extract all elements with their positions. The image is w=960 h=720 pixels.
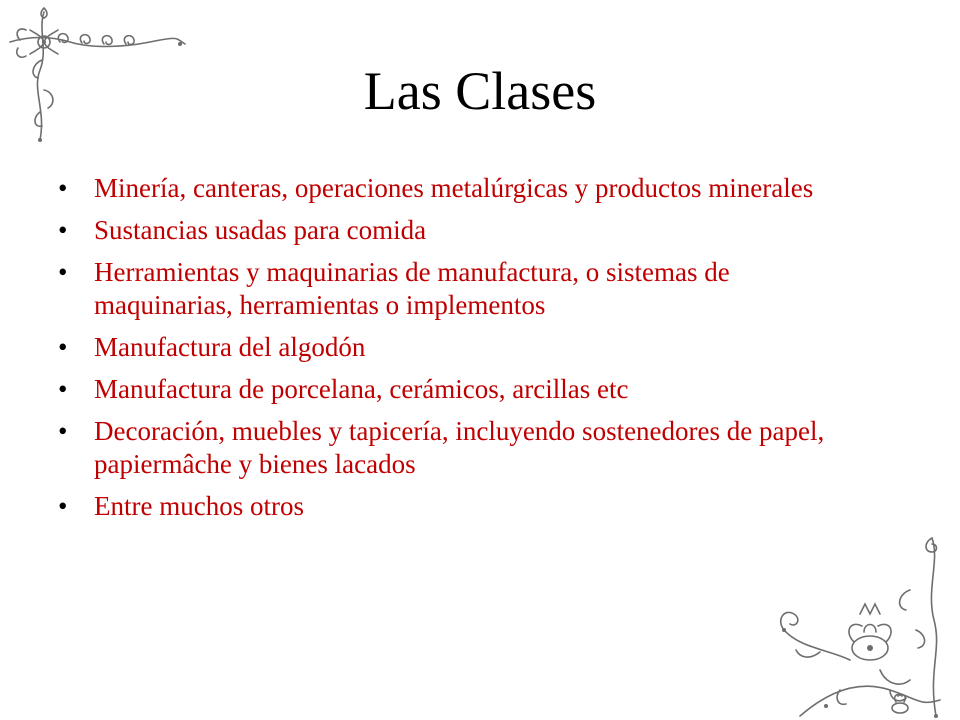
bullet-text: Minería, canteras, operaciones metalúrgicas y productos minerales — [94, 173, 814, 203]
bullet-item — [58, 490, 838, 523]
bullet-item — [58, 373, 838, 406]
slide-title: Las Clases — [363, 61, 597, 121]
bullet-text: Sustancias usadas para comida — [94, 215, 427, 245]
corner-flourish-bottom-right-icon — [760, 530, 960, 720]
bullet-item — [58, 331, 838, 364]
bullet-icon: • — [58, 173, 68, 203]
bullet-text: Entre muchos otros — [94, 491, 304, 521]
bullet-text: Manufactura del algodón — [94, 332, 366, 362]
bullet-list — [58, 172, 838, 532]
bullet-icon: • — [58, 374, 68, 404]
bullet-text: Manufactura de porcelana, cerámicos, arcillas etc — [94, 374, 629, 404]
bullet-item — [58, 256, 838, 322]
bullet-text: Decoración, muebles y tapicería, incluyendo sostenedores de papel, papiermâche y bienes lacados — [94, 416, 825, 479]
bullet-icon: • — [58, 332, 68, 362]
bullet-item — [58, 172, 838, 205]
bullet-item — [58, 214, 838, 247]
bullet-item — [58, 415, 838, 481]
bullet-icon: • — [58, 257, 68, 287]
bullet-icon: • — [58, 491, 68, 521]
bullet-text: Herramientas y maquinarias de manufactura, o sistemas de maquinarias, herramientas o implementos — [94, 257, 730, 320]
bullet-icon: • — [58, 416, 68, 446]
bullet-icon: • — [58, 215, 68, 245]
